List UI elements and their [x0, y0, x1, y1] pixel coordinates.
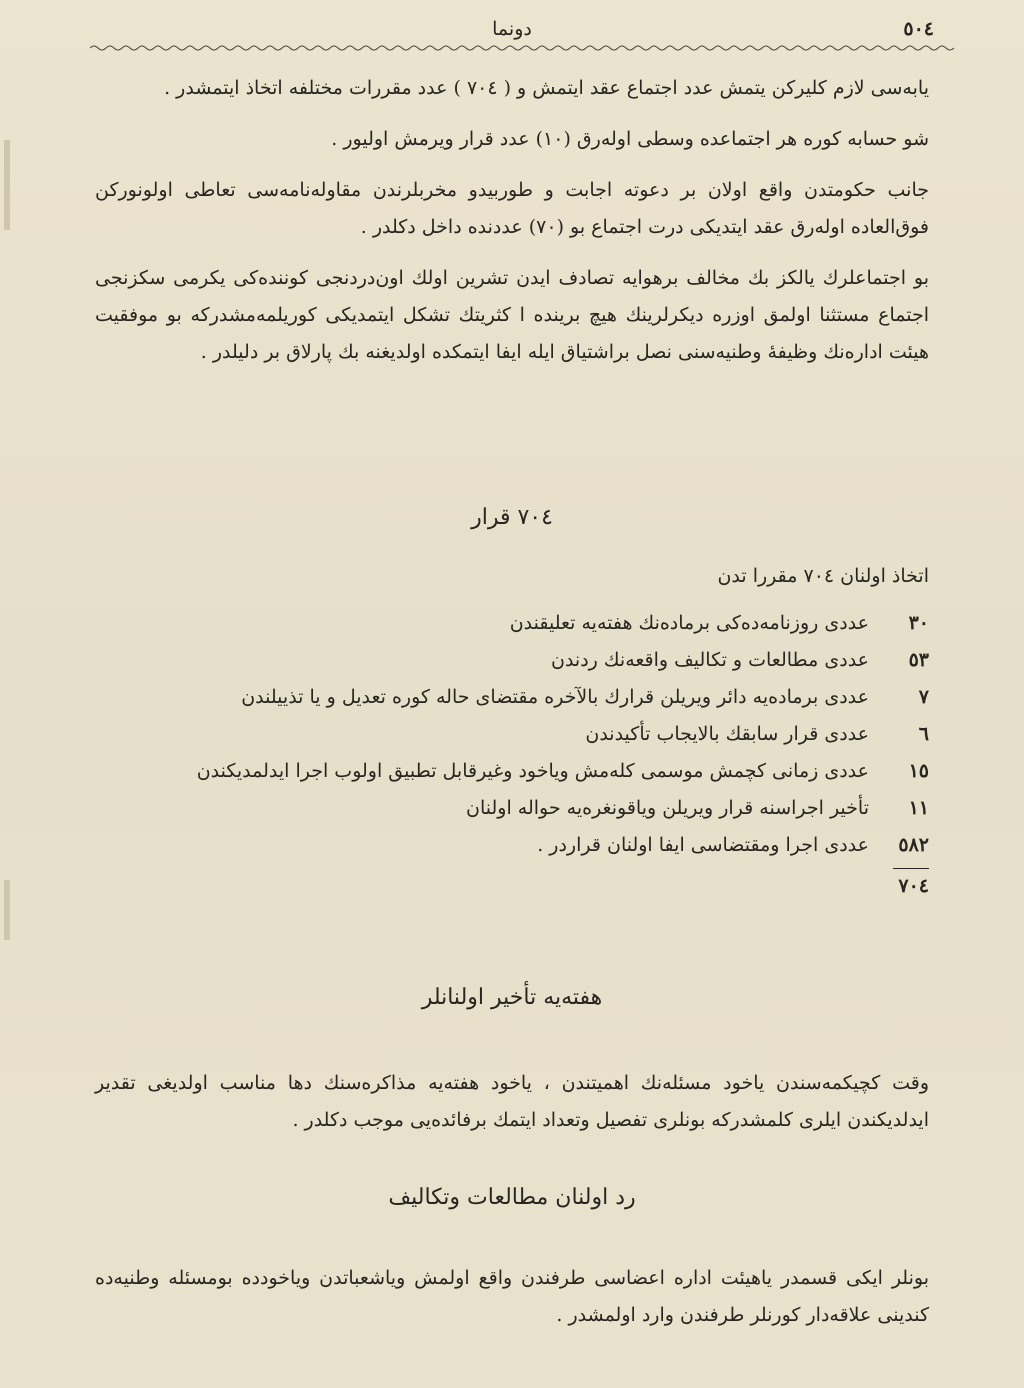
- decision-list: [95, 605, 929, 864]
- sum-rule: [893, 868, 929, 869]
- item-text: عددی اجرا ومقتضاسی ایفا اولنان قراردر .: [537, 834, 869, 856]
- section-heading-postponed: هفته‌یه تأخیر اولنانلر: [421, 985, 603, 1010]
- list-item: [95, 642, 929, 679]
- item-text: عددی زمانی کچمش موسمی کله‌مش ویاخود وغیرقابل تطبیق اولوب اجرا ایدلمدیکندن: [196, 760, 869, 782]
- paragraph-4: بو اجتماعلرك یالکز بك مخالف برهوایه تصادف ایدن تشرین اولك اون‌دردنجی کوننده‌کی یکرمی سکزنجی اجتماع مستثنا اولمق اوزره دیکرلرینك هیچ برینده ا کثریتك تشکل ایتمدیکی کوریلمه‌مشدرکه بو موفقیت هیئت اداره‌نك وظیفهٔ وطنیه‌سنی نصل براشتیاق ایله ایفا ایتمکده اولدیغنه بك پارلاق بر دلیلدر .: [95, 267, 929, 363]
- rejected-paragraph-block: [95, 1260, 929, 1348]
- list-item: [95, 790, 929, 827]
- list-item: [95, 827, 929, 864]
- item-count: ٦: [918, 723, 929, 745]
- opening-paragraphs: [95, 70, 929, 385]
- item-text: عددی روزنامه‌ده‌کی برماده‌نك هفته‌یه تعلیقندن: [509, 612, 869, 634]
- paragraph-2: شو حسابه کوره هر اجتماعده وسطی اوله‌رق (١٠) عدد قرار ویرمش اولیور .: [331, 128, 929, 150]
- section-heading-rejected: رد اولنان مطالعات وتکالیف: [388, 1185, 636, 1210]
- list-item: [95, 605, 929, 642]
- header-wavy-rule: [90, 44, 954, 52]
- list-item: [95, 716, 929, 753]
- item-count: ١١: [908, 797, 929, 819]
- section-heading-704: ٧٠٤ قرار: [471, 505, 553, 530]
- item-count: ٧: [918, 686, 929, 708]
- page-edge-mark: [4, 140, 10, 230]
- item-text: عددی مطالعات و تکالیف واقعه‌نك ردندن: [551, 649, 869, 671]
- item-count: ٥٨٢: [898, 834, 929, 856]
- section-704-intro: اتخاذ اولنان ٧٠٤ مقررا تدن: [717, 565, 929, 587]
- item-count: ١٥: [908, 760, 929, 782]
- list-item: [95, 753, 929, 790]
- item-text: عددی برماده‌یه دائر ویریلن قرارك بالآخره مقتضای حاله کوره تعدیل و یا تذییلندن: [241, 686, 869, 708]
- list-item: [95, 679, 929, 716]
- item-count: ٣٠: [908, 612, 929, 634]
- postponed-paragraph: وقت کچیکمه‌سندن یاخود مسئله‌نك اهمیتندن ، یاخود هفته‌یه مذاکره‌سنك دها مناسب اولدیغی تقدیر ایدلدیکندن ایلری کلمشدرکه بونلری تفصیل وتعداد ایتمك برفائده‌یی موجب دکلدر .: [95, 1072, 929, 1131]
- paragraph-3: جانب حکومتدن واقع اولان بر دعوته اجابت و طوربیدو مخربلرندن مقاوله‌نامه‌سی تعاطی اولونورکن فوق‌العاده اوله‌رق عقد ایتدیکی درت اجتماع بو (٧٠) عددنده داخل دکلدر .: [95, 179, 929, 238]
- postponed-paragraph-block: [95, 1065, 929, 1153]
- page-number: ٥٠٤: [903, 18, 934, 40]
- paragraph-1: یابه‌سی لازم کلیرکن یتمش عدد اجتماع عقد ایتمش و ( ٧٠٤ ) عدد مقررات مختلفه اتخاذ ایتمشدر .: [164, 77, 929, 99]
- item-text: تأخیر اجراسنه قرار ویریلن ویاقونغره‌یه حواله اولنان: [466, 797, 869, 819]
- sum-total: ٧٠٤: [898, 875, 929, 897]
- item-count: ٥٣: [908, 649, 929, 671]
- page-edge-mark: [4, 880, 10, 940]
- running-title: دونما: [492, 18, 532, 40]
- item-text: عددی قرار سابقك بالایجاب تأکیدندن: [585, 723, 869, 745]
- rejected-paragraph: بونلر ایکی قسمدر یاهیئت اداره اعضاسی طرفندن واقع اولمش ویاشعباتدن ویاخودده بومسئله وطنیه‌ده کندینی علاقه‌دار کورنلر طرفندن وارد اولمشدر .: [95, 1267, 929, 1326]
